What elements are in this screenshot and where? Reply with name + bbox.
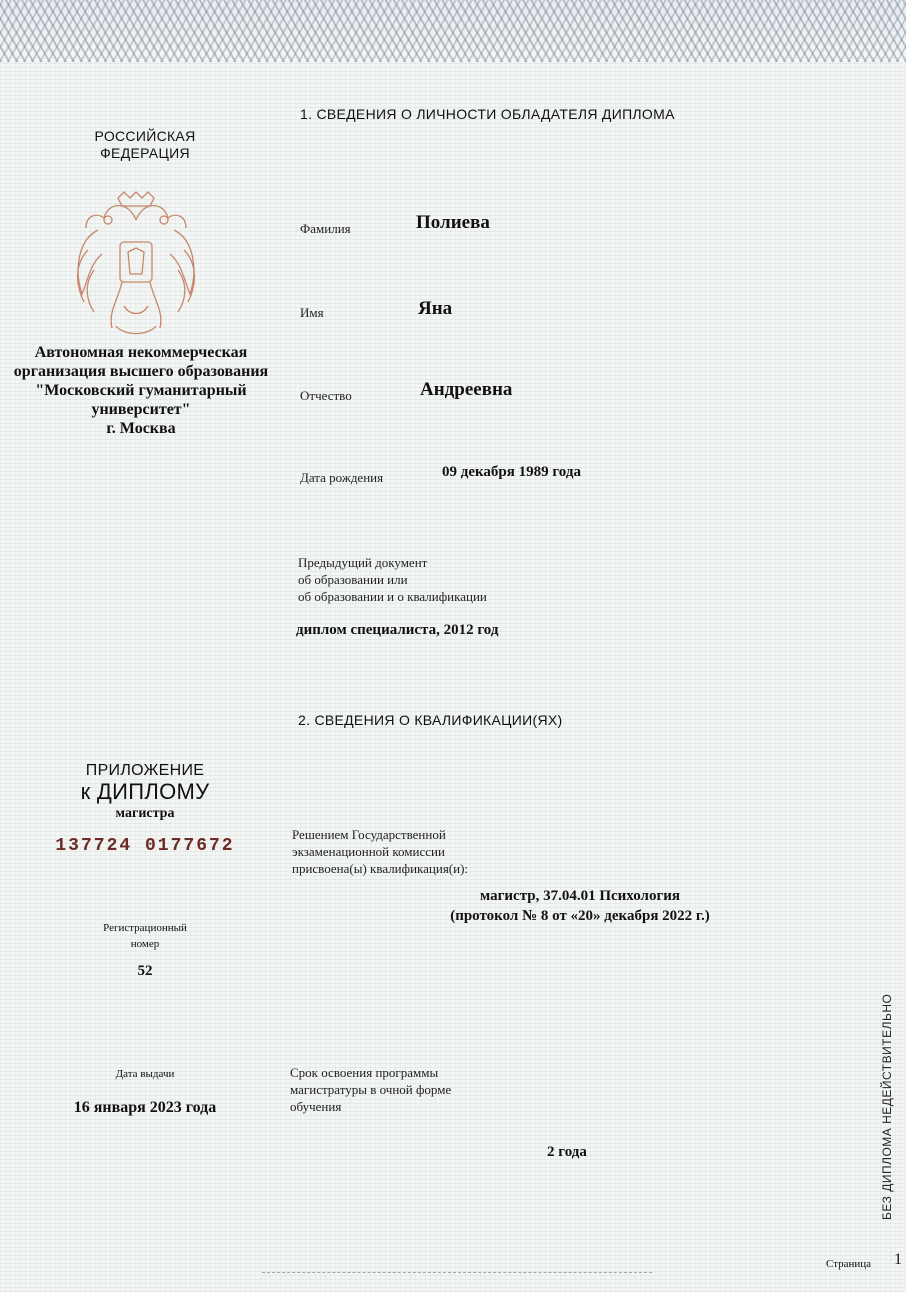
coat-of-arms-emblem bbox=[68, 190, 204, 340]
previous-document-label bbox=[298, 554, 487, 605]
term-line-1: Срок освоения программы bbox=[290, 1065, 439, 1080]
bottom-divider bbox=[262, 1272, 652, 1273]
org-line-1: Автономная некоммерческая bbox=[34, 344, 248, 361]
validity-side-note: БЕЗ ДИПЛОМА НЕДЕЙСТВИТЕЛЬНО bbox=[880, 993, 894, 1220]
prev-doc-line-1: Предыдущий документ bbox=[298, 555, 428, 570]
surname-label: Фамилия bbox=[300, 221, 351, 236]
previous-document-value: диплом специалиста, 2012 год bbox=[296, 622, 499, 638]
registration-number: 52 bbox=[137, 963, 153, 979]
study-term-label bbox=[290, 1064, 451, 1115]
country-line-2: ФЕДЕРАЦИЯ bbox=[100, 145, 190, 161]
qualification-value: магистр, 37.04.01 Психология bbox=[479, 888, 681, 904]
annex-line-1: ПРИЛОЖЕНИЕ bbox=[85, 762, 205, 779]
org-line-3: "Московский гуманитарный bbox=[35, 382, 247, 399]
term-line-2: магистратуры в очной форме bbox=[290, 1082, 452, 1097]
issue-date-label: Дата выдачи bbox=[115, 1068, 175, 1080]
reg-label-line-2: номер bbox=[130, 938, 160, 950]
commission-line-2: экзаменационной комиссии bbox=[292, 844, 445, 859]
commission-line-1: Решением Государственной bbox=[292, 827, 446, 842]
annex-title bbox=[20, 762, 270, 804]
org-line-5: г. Москва bbox=[106, 420, 176, 437]
commission-line-3: присвоена(ы) квалификация(и): bbox=[292, 861, 469, 876]
registration-label bbox=[20, 920, 270, 952]
organization-name bbox=[10, 343, 272, 438]
birth-date-value: 09 декабря 1989 года bbox=[442, 464, 581, 480]
name-label: Имя bbox=[300, 305, 324, 320]
prev-doc-line-3: об образовании и о квалификации bbox=[298, 589, 487, 604]
section-1-title: 1. СВЕДЕНИЯ О ЛИЧНОСТИ ОБЛАДАТЕЛЯ ДИПЛОМА bbox=[300, 106, 675, 122]
country-name bbox=[20, 128, 270, 162]
birth-date-label: Дата рождения bbox=[300, 470, 384, 485]
org-line-2: организация высшего образования bbox=[13, 363, 269, 380]
prev-doc-line-2: об образовании или bbox=[298, 572, 408, 587]
guilloche-border bbox=[0, 0, 906, 62]
page-label: Страница bbox=[826, 1258, 872, 1270]
name-value: Яна bbox=[418, 298, 453, 319]
org-line-4: университет" bbox=[91, 401, 191, 418]
study-term-value: 2 года bbox=[547, 1144, 587, 1160]
patronymic-label: Отчество bbox=[300, 388, 352, 403]
patronymic-value: Андреевна bbox=[420, 379, 513, 400]
commission-text bbox=[292, 826, 468, 877]
surname-value: Полиева bbox=[416, 212, 490, 233]
page-number: 1 bbox=[894, 1251, 902, 1268]
term-line-3: обучения bbox=[290, 1099, 342, 1114]
diploma-serial-number: 137724 0177672 bbox=[55, 836, 235, 856]
issue-date: 16 января 2023 года bbox=[73, 1099, 217, 1116]
section-2-title: 2. СВЕДЕНИЯ О КВАЛИФИКАЦИИ(ЯХ) bbox=[298, 712, 563, 728]
degree-level: магистра bbox=[115, 806, 175, 821]
country-line-1: РОССИЙСКАЯ bbox=[94, 128, 196, 144]
annex-line-2: к ДИПЛОМУ bbox=[80, 779, 210, 804]
qualification-block bbox=[400, 886, 760, 926]
protocol-value: (протокол № 8 от «20» декабря 2022 г.) bbox=[450, 908, 710, 924]
reg-label-line-1: Регистрационный bbox=[103, 922, 187, 934]
